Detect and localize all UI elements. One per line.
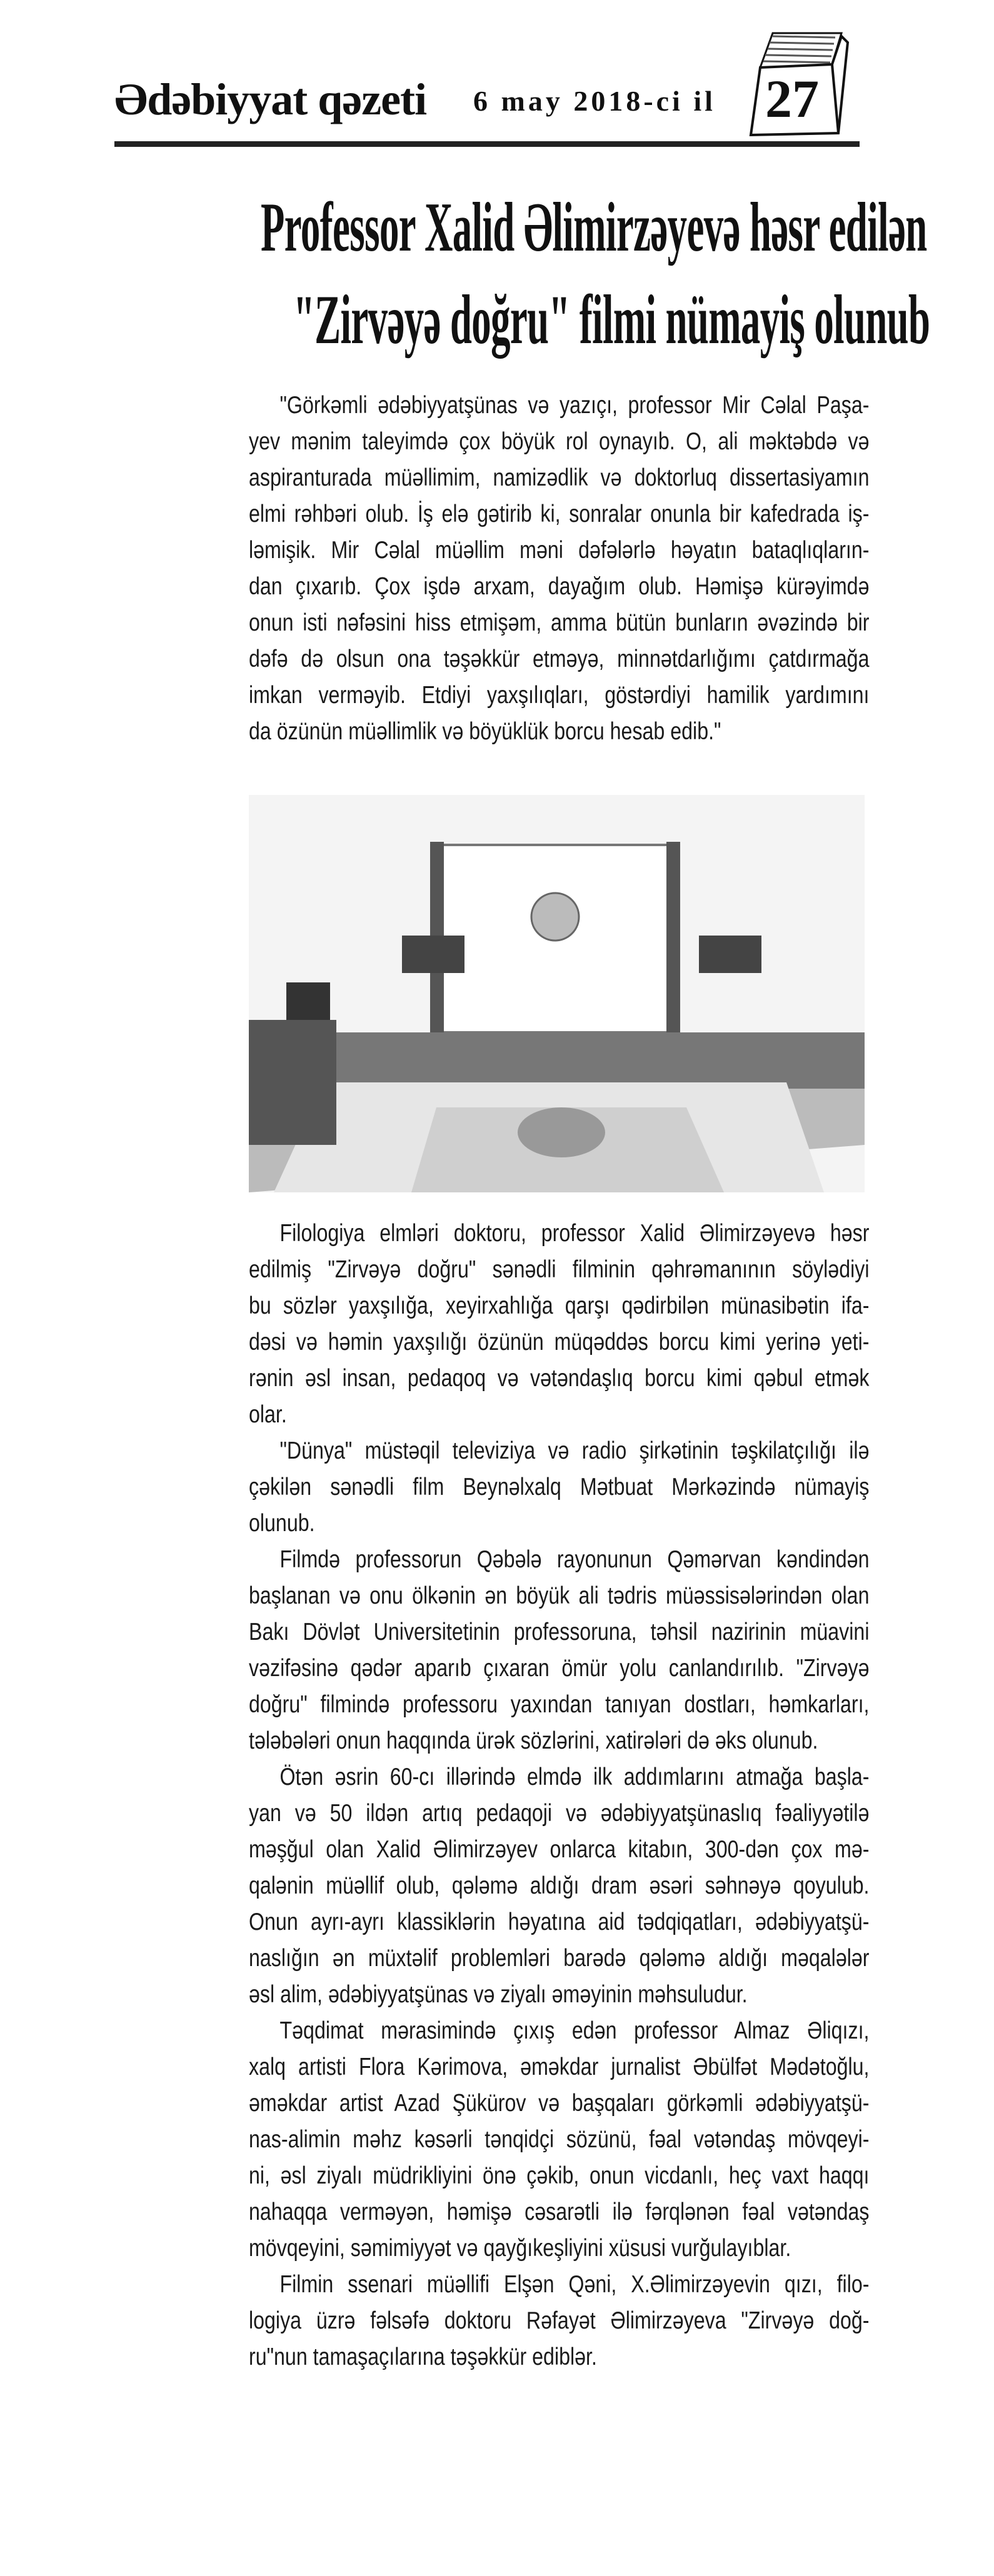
text-line: nahaqqa verməyən, həmişə cəsarətli ilə fərqlənən fəal vətəndaş [249, 2199, 870, 2225]
text-line: nas-alimin məhz kəsərli tənqidçi sözünü, fəal vətəndaş mövqeyi- [249, 2126, 870, 2153]
headline-line-2: "Zirvəyə doğru" filmi nümayiş olunub [293, 281, 930, 359]
text-line: edilmiş "Zirvəyə doğru" sənədli filminin qəhrəmanının söylədiyi [249, 1256, 870, 1283]
paragraph [249, 1216, 869, 1433]
article-body [249, 1216, 869, 2375]
text-line: onun isti nəfəsini hiss etmişəm, amma bütün bunların əvəzində bir [249, 609, 870, 636]
text-line: Filmin ssenari müəllifi Elşən Qəni, X.Əlimirzəyevin qızı, filo- [279, 2271, 870, 2298]
text-line: mövqeyini, səmimiyyət və qayğıkeşliyini xüsusi vurğulayıblar. [249, 2235, 791, 2262]
header-divider [114, 141, 860, 147]
text-line: naslığın ən müxtəlif problemləri barədə qələmə aldığı məqalələr [249, 1945, 870, 1972]
text-line: çəkilən sənədli film Beynəlxalq Mətbuat Mərkəzində nümayiş [249, 1474, 870, 1500]
text-line: bu sözlər yaxşılığa, xeyirxahlığa qarşı qədirbilən münasibətin ifa- [249, 1292, 870, 1319]
text-line: olunub. [249, 1510, 315, 1537]
text-line: doğru" filmində professoru yaxından tanıyan dostları, həmkarları, [249, 1691, 870, 1718]
text-line: Bakı Dövlət Universitetinin professoruna, təhsil nazirinin müavini [249, 1619, 870, 1645]
text-line: əsl alim, ədəbiyyatşünas və ziyalı əməyinin məhsuludur. [249, 1981, 748, 2008]
text-line: dəfə də olsun ona təşəkkür etməyə, minnətdarlığımı çatdırmağa [249, 646, 870, 672]
text-line: yev mənim taleyimdə çox böyük rol oynayıb. O, ali məktəbdə və [249, 428, 870, 455]
paragraph [249, 2013, 869, 2267]
text-line: Ötən əsrin 60-cı illərində elmdə ilk addımlarını atmağa başla- [279, 1764, 870, 1790]
emblem-icon [531, 893, 579, 941]
newspaper-title: Ədəbiyyat qəzeti [114, 74, 427, 124]
text-line: dan çıxarıb. Çox işdə arxam, dayağım olub. Həmişə kürəyimdə [249, 573, 870, 600]
text-line: yan və 50 ildən artıq pedaqoji və ədəbiyyatşünaslıq fəaliyyətilə [249, 1800, 870, 1827]
text-line: imkan verməyib. Etdiyi yaxşılıqları, göstərdiyi hamilik yardımını [249, 682, 870, 709]
text-line: Onun ayrı-ayrı klassiklərin həyatına aid tədqiqatları, ədəbiyyatşü- [249, 1909, 870, 1935]
text-line: Filmdə professorun Qəbələ rayonunun Qəmərvan kəndindən [279, 1546, 870, 1573]
text-line: Təqdimat mərasimində çıxış edən professor Almaz Əliqızı, [279, 2017, 870, 2044]
text-line: Filologiya elmləri doktoru, professor Xalid Əlimirzəyevə həsr [279, 1220, 870, 1247]
text-line: vəzifəsinə qədər aparıb çıxaran ömür yolu canlandırılıb. "Zirvəyə [249, 1655, 870, 1682]
text-line: rənin əsl insan, pedaqoq və vətəndaşlıq borcu kimi qəbul etmək [249, 1365, 870, 1392]
text-line: başlanan və onu ölkənin ən böyük ali tədris müəssisələrindən olan [249, 1582, 870, 1609]
text-line: ni, əsl ziyalı müdrikliyini önə çəkib, onun vicdanlı, heç vaxt haqqı [249, 2162, 870, 2189]
text-line: dəsi və həmin yaxşılığı özünün müqəddəs borcu kimi yerinə yeti- [249, 1329, 870, 1355]
paragraph [249, 1759, 869, 2013]
paragraph [249, 2267, 869, 2375]
text-line: olar. [249, 1401, 287, 1428]
text-line: "Dünya" müstəqil televiziya və radio şirkətinin təşkilatçılığı ilə [279, 1437, 870, 1464]
page-number: 27 [765, 69, 819, 129]
text-line: ləmişik. Mir Cəlal müəllim məni dəfələrlə həyatın bataqlıqların- [249, 537, 870, 564]
text-line: xalq artisti Flora Kərimova, əməkdar jurnalist Əbülfət Mədətoğlu, [249, 2054, 870, 2080]
issue-date: 6 may 2018-ci il [473, 85, 716, 117]
quote-paragraph [249, 387, 869, 750]
text-line: logiya üzrə fəlsəfə doktoru Rəfayət Əlimirzəyeva "Zirvəyə doğ- [249, 2307, 870, 2334]
text-line: "Görkəmli ədəbiyyatşünas və yazıçı, professor Mir Cəlal Paşa- [279, 392, 870, 419]
paragraph [249, 1542, 869, 1759]
text-line: qalənin müəllif olub, qələmə aldığı dram əsəri səhnəyə qoyulub. [249, 1872, 870, 1899]
text-line: əməkdar artist Azad Şükürov və başqaları görkəmli ədəbiyyatşü- [249, 2090, 870, 2117]
text-line: aspiranturada müəllimim, namizədlik və doktorluq dissertasiyamın [249, 464, 870, 491]
conference-photo [249, 795, 865, 1192]
text-line: da özünün müəllimlik və böyüklük borcu hesab edib." [249, 718, 721, 745]
headline-line-1: Professor Xalid Əlimirzəyevə həsr edilən [261, 189, 927, 266]
text-line: ru"nun tamaşaçılarına təşəkkür ediblər. [249, 2344, 597, 2370]
text-line: elmi rəhbəri olub. İş elə gətirib ki, sonralar onunla bir kafedrada iş- [249, 501, 870, 527]
text-line: tələbələri onun haqqında ürək sözlərini, xatirələri də əks olunub. [249, 1727, 818, 1754]
paragraph [249, 1433, 869, 1542]
text-line: məşğul olan Xalid Əlimirzəyev onlarca kitabın, 300-dən çox mə- [249, 1836, 870, 1863]
